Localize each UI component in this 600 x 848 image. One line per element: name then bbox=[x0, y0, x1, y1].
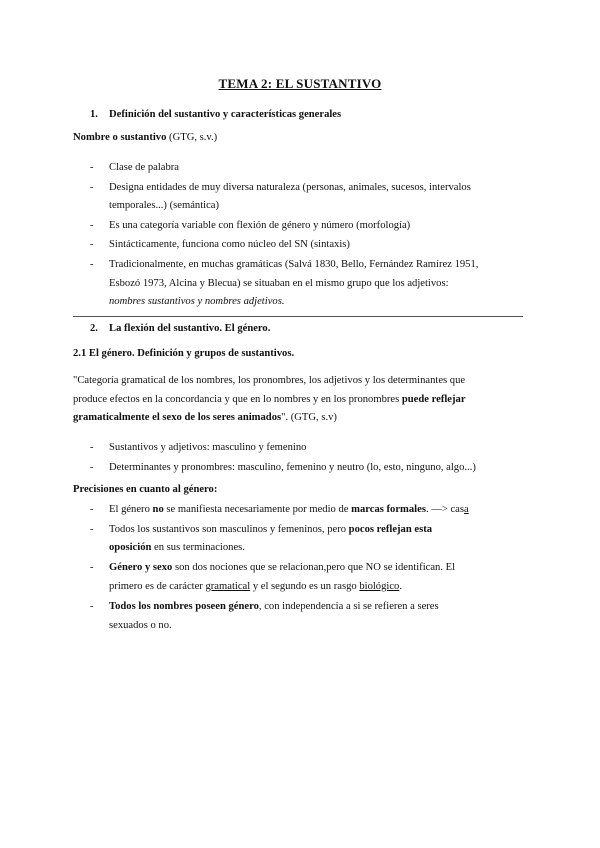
bullet-tradicion-line3: nombres sustantivos y nombres adjetivos. bbox=[109, 296, 285, 307]
section-1-number: 1. bbox=[90, 109, 98, 120]
text-bold: pocos reflejan esta bbox=[348, 524, 433, 535]
bullet-marcas bbox=[109, 503, 469, 517]
dash-marker: - bbox=[90, 239, 94, 250]
bullet-todos-genero-line1 bbox=[109, 600, 439, 614]
bullet-clase: Clase de palabra bbox=[109, 162, 180, 173]
text-run: son dos nociones que se relacionan,pero que NO se identifican. El bbox=[172, 562, 456, 573]
text-bold: Todos los nombres poseen género bbox=[109, 601, 259, 612]
dash-marker: - bbox=[90, 524, 94, 535]
bullet-todos-line2 bbox=[109, 541, 245, 555]
bullet-designa-line2: temporales...) (semántica) bbox=[109, 200, 220, 211]
text-run: El género bbox=[109, 504, 153, 515]
section-2-heading: La flexión del sustantivo. El género. bbox=[109, 323, 271, 334]
bullet-categoria: Es una categoría variable con flexión de género y número (morfología) bbox=[109, 220, 411, 231]
dash-marker: - bbox=[90, 462, 94, 473]
subsection-2-1-heading: 2.1 El género. Definición y grupos de sustantivos. bbox=[73, 348, 295, 359]
section-divider bbox=[73, 316, 523, 317]
quote-line3 bbox=[73, 411, 337, 425]
text-run: se manifiesta necesariamente por medio de bbox=[163, 504, 352, 515]
quote-line2 bbox=[73, 393, 466, 407]
text-run: primero es de carácter bbox=[109, 581, 206, 592]
section-2-number: 2. bbox=[90, 323, 98, 334]
intro-line bbox=[73, 131, 217, 145]
text-run: , con independencia a si se refieren a seres bbox=[258, 601, 439, 612]
text-run: . —> cas bbox=[425, 504, 464, 515]
quote-emphasis-cont: gramaticalmente el sexo de los seres animados bbox=[73, 412, 282, 423]
text-bold: Género y sexo bbox=[109, 562, 173, 573]
text-run: en sus terminaciones. bbox=[151, 542, 245, 553]
text-bold: marcas formales bbox=[351, 504, 426, 515]
dash-marker: - bbox=[90, 442, 94, 453]
precisiones-heading: Precisiones en cuanto al género: bbox=[73, 484, 218, 495]
quote-line2-text: produce efectos en la concordancia y que en lo nombres y en los pronombres bbox=[73, 394, 402, 405]
dash-marker: - bbox=[90, 220, 94, 231]
bullet-designa-line1: Designa entidades de muy diversa naturaleza (personas, animales, sucesos, intervalos bbox=[109, 182, 471, 193]
bullet-genero-sexo-line1 bbox=[109, 561, 455, 575]
text-bold: no bbox=[152, 504, 164, 515]
dash-marker: - bbox=[90, 259, 94, 270]
text-run: . bbox=[399, 581, 403, 592]
text-run: Todos los sustantivos son masculinos y femeninos, pero bbox=[109, 524, 349, 535]
bullet-todos-genero-line2: sexuados o no. bbox=[109, 620, 172, 631]
dash-marker: - bbox=[90, 562, 94, 573]
dash-marker: - bbox=[90, 601, 94, 612]
bullet-tradicion-line2: Esbozó 1973, Alcina y Blecua) se situaban en el mismo grupo que los adjetivos: bbox=[109, 278, 449, 289]
dash-marker: - bbox=[90, 182, 94, 193]
text-bold: oposición bbox=[109, 542, 152, 553]
page-title: TEMA 2: EL SUSTANTIVO bbox=[218, 76, 382, 91]
bullet-genero-sexo-line2 bbox=[109, 580, 402, 594]
text-underlined: a bbox=[464, 504, 469, 515]
bullet-tradicion-line1: Tradicionalmente, en muchas gramáticas (Salvá 1830, Bello, Fernández Ramírez 1951, bbox=[109, 259, 479, 270]
intro-source: (GTG, s.v.) bbox=[166, 132, 218, 143]
text-underlined: biológico bbox=[359, 581, 400, 592]
bullet-det-pron: Determinantes y pronombres: masculino, femenino y neutro (lo, esto, ninguno, algo...) bbox=[109, 462, 476, 473]
dash-marker: - bbox=[90, 504, 94, 515]
dash-marker: - bbox=[90, 162, 94, 173]
section-1-heading: Definición del sustantivo y características generales bbox=[109, 109, 342, 120]
intro-term: Nombre o sustantivo bbox=[73, 132, 167, 143]
bullet-sust-adj: Sustantivos y adjetivos: masculino y femenino bbox=[109, 442, 307, 453]
quote-emphasis: puede reflejar bbox=[401, 394, 466, 405]
text-underlined: gramatical bbox=[205, 581, 251, 592]
quote-source: ". (GTG, s.v) bbox=[281, 412, 337, 423]
text-run: y el segundo es un rasgo bbox=[250, 581, 360, 592]
bullet-sintaxis: Sintácticamente, funciona como núcleo del SN (sintaxis) bbox=[109, 239, 350, 250]
bullet-todos-line1 bbox=[109, 523, 432, 537]
quote-line1: "Categoría gramatical de los nombres, los pronombres, los adjetivos y los determinantes que bbox=[73, 375, 466, 386]
